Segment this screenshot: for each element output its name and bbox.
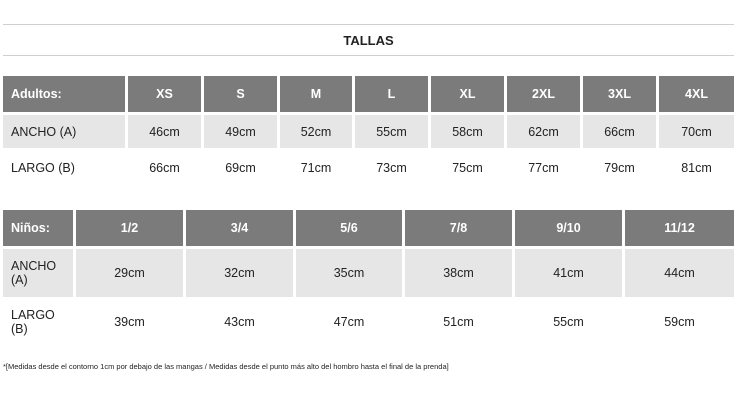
kids-header-label: Niños: [3, 210, 76, 246]
table-cell: 81cm [659, 148, 734, 188]
adult-size-m: M [280, 76, 355, 112]
table-cell: 58cm [431, 112, 507, 148]
table-cell: 39cm [76, 297, 186, 347]
table-cell: 77cm [507, 148, 583, 188]
table-cell: 46cm [128, 112, 204, 148]
table-cell: 32cm [186, 246, 296, 297]
kids-size-11-12: 11/12 [625, 210, 734, 246]
table-cell: 55cm [515, 297, 625, 347]
table-cell: 52cm [280, 112, 355, 148]
adult-size-l: L [355, 76, 431, 112]
table-cell: 69cm [204, 148, 280, 188]
kids-size-1-2: 1/2 [76, 210, 186, 246]
adult-header-row [3, 76, 734, 112]
size-chart-title: TALLAS [3, 24, 734, 56]
table-cell: 59cm [625, 297, 734, 347]
adult-size-xl: XL [431, 76, 507, 112]
kids-size-9-10: 9/10 [515, 210, 625, 246]
kids-size-table [3, 210, 734, 347]
table-cell: 70cm [659, 112, 734, 148]
adult-size-table [3, 76, 734, 188]
adult-length-row [3, 148, 734, 188]
adult-size-4xl: 4XL [659, 76, 734, 112]
kids-size-3-4: 3/4 [186, 210, 296, 246]
table-cell: 62cm [507, 112, 583, 148]
kids-size-7-8: 7/8 [405, 210, 515, 246]
table-cell: 47cm [296, 297, 405, 347]
table-cell: 38cm [405, 246, 515, 297]
table-cell: 55cm [355, 112, 431, 148]
table-cell: 41cm [515, 246, 625, 297]
measurement-footnote: *[Medidas desde el contorno 1cm por debajo de las mangas / Medidas desde el punto más alto del hombro hasta el final de la prenda] [3, 362, 449, 371]
table-cell: 73cm [355, 148, 431, 188]
table-cell: 79cm [583, 148, 659, 188]
table-cell: 51cm [405, 297, 515, 347]
adult-header-label: Adultos: [3, 76, 128, 112]
kids-length-row [3, 297, 734, 347]
kids-size-5-6: 5/6 [296, 210, 405, 246]
table-cell: 66cm [583, 112, 659, 148]
table-cell: 49cm [204, 112, 280, 148]
table-cell: 75cm [431, 148, 507, 188]
adult-size-2xl: 2XL [507, 76, 583, 112]
row-label: ANCHO (A) [3, 246, 76, 297]
table-cell: 44cm [625, 246, 734, 297]
table-cell: 43cm [186, 297, 296, 347]
table-cell: 35cm [296, 246, 405, 297]
row-label: ANCHO (A) [3, 112, 128, 148]
row-label: LARGO (B) [3, 148, 128, 188]
kids-header-row [3, 210, 734, 246]
adult-size-s: S [204, 76, 280, 112]
adult-width-row [3, 112, 734, 148]
table-cell: 29cm [76, 246, 186, 297]
table-cell: 66cm [128, 148, 204, 188]
adult-size-3xl: 3XL [583, 76, 659, 112]
adult-size-xs: XS [128, 76, 204, 112]
row-label: LARGO (B) [3, 297, 76, 347]
table-cell: 71cm [280, 148, 355, 188]
kids-width-row [3, 246, 734, 297]
